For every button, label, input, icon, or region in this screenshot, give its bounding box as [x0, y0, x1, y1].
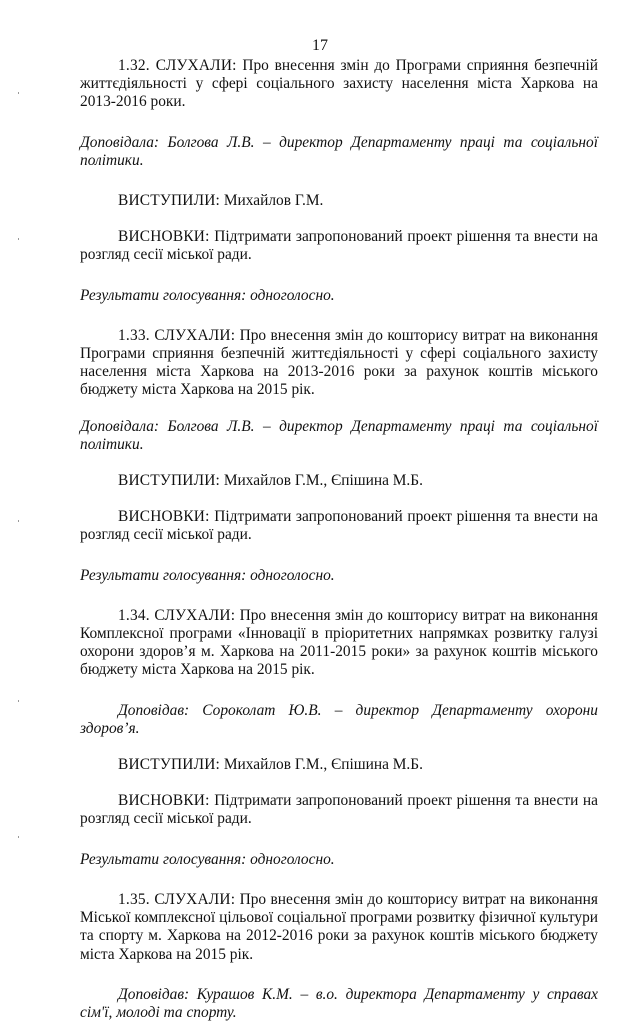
heard-label: 1.35. СЛУХАЛИ:	[118, 890, 236, 908]
conclusions-label: ВИСНОВКИ:	[118, 228, 210, 246]
reporter-line: Доповідав: Сороколат Ю.В. – директор Департаменту охорони здоров’я.	[80, 701, 598, 737]
conclusions-label: ВИСНОВКИ:	[118, 508, 210, 526]
vote-result: одноголосно.	[246, 566, 335, 584]
scan-edge-mark	[18, 238, 19, 240]
reporter-line: Доповідала: Болгова Л.В. – директор Департаменту праці та соціальної політики.	[80, 417, 598, 453]
vote-result-line	[80, 567, 598, 585]
heard-paragraph	[80, 57, 598, 112]
vote-result-line	[80, 851, 598, 869]
vote-result-line	[80, 287, 598, 305]
scan-edge-mark	[18, 700, 19, 702]
vote-label: Результати голосування:	[80, 286, 247, 304]
heard-text: Про внесення змін до кошторису витрат на виконання Програми сприяння безпечній життєдіяльності у сфері соціального захисту населення міста Харкова на 2013-2016 роки за рахунок коштів міського бюджету міста Харкова на 2015 рік.	[80, 326, 598, 399]
page-number: 17	[312, 37, 328, 54]
heard-paragraph	[80, 327, 598, 400]
heard-text: Про внесення змін до кошторису витрат на виконання Комплексної програми «Інновації в пріоритетних напрямках розвитку галузі охорони здоров’я м. Харкова на 2011-2015 роки» за рахунок коштів міського бюджету міста Харкова на 2015 рік.	[80, 606, 598, 679]
heard-label: 1.33. СЛУХАЛИ:	[118, 326, 236, 344]
conclusions-label: ВИСНОВКИ:	[118, 792, 210, 810]
vote-result: одноголосно.	[246, 286, 335, 304]
reporter-line: Доповідав: Курашов К.М. – в.о. директора Департаменту у справах сім'ї, молоді та спорту.	[80, 985, 598, 1021]
speakers-line	[80, 192, 598, 210]
scan-edge-mark	[18, 520, 19, 522]
heard-text: Про внесення змін до кошторису витрат на виконання Міської комплексної цільової соціальної програми розвитку фізичної культури та спорту м. Харкова на 2012-2016 роки за рахунок коштів міського бюджету міста Харкова на 2015 рік.	[80, 890, 598, 963]
scan-edge-mark	[18, 92, 19, 94]
document-body	[80, 57, 598, 1022]
speakers-label: ВИСТУПИЛИ:	[118, 192, 221, 210]
conclusions-paragraph	[80, 508, 598, 544]
conclusions-text: Підтримати запропонований проект рішення та внести на розгляд сесії міської ради.	[80, 228, 598, 264]
speakers-line	[80, 472, 598, 490]
speakers-label: ВИСТУПИЛИ:	[118, 756, 221, 774]
scan-edge-mark	[18, 836, 19, 838]
speakers-names: Михайлов Г.М.	[220, 192, 324, 210]
heard-paragraph	[80, 607, 598, 680]
conclusions-text: Підтримати запропонований проект рішення та внести на розгляд сесії міської ради.	[80, 792, 598, 828]
heard-text: Про внесення змін до Програми сприяння безпечній життєдіяльності у сфері соціального захисту населення міста Харкова на 2013-2016 роки.	[80, 57, 598, 111]
speakers-label: ВИСТУПИЛИ:	[118, 472, 221, 490]
vote-label: Результати голосування:	[80, 566, 247, 584]
vote-result: одноголосно.	[246, 850, 335, 868]
heard-label: 1.34. СЛУХАЛИ:	[118, 606, 236, 624]
speakers-names: Михайлов Г.М., Єпішина М.Б.	[220, 472, 423, 490]
conclusions-paragraph	[80, 792, 598, 828]
conclusions-text: Підтримати запропонований проект рішення та внести на розгляд сесії міської ради.	[80, 508, 598, 544]
vote-label: Результати голосування:	[80, 850, 247, 868]
conclusions-paragraph	[80, 228, 598, 264]
reporter-line: Доповідала: Болгова Л.В. – директор Департаменту праці та соціальної політики.	[80, 133, 598, 169]
speakers-names: Михайлов Г.М., Єпішина М.Б.	[220, 756, 423, 774]
heard-label: 1.32. СЛУХАЛИ:	[118, 57, 237, 74]
speakers-line	[80, 756, 598, 774]
